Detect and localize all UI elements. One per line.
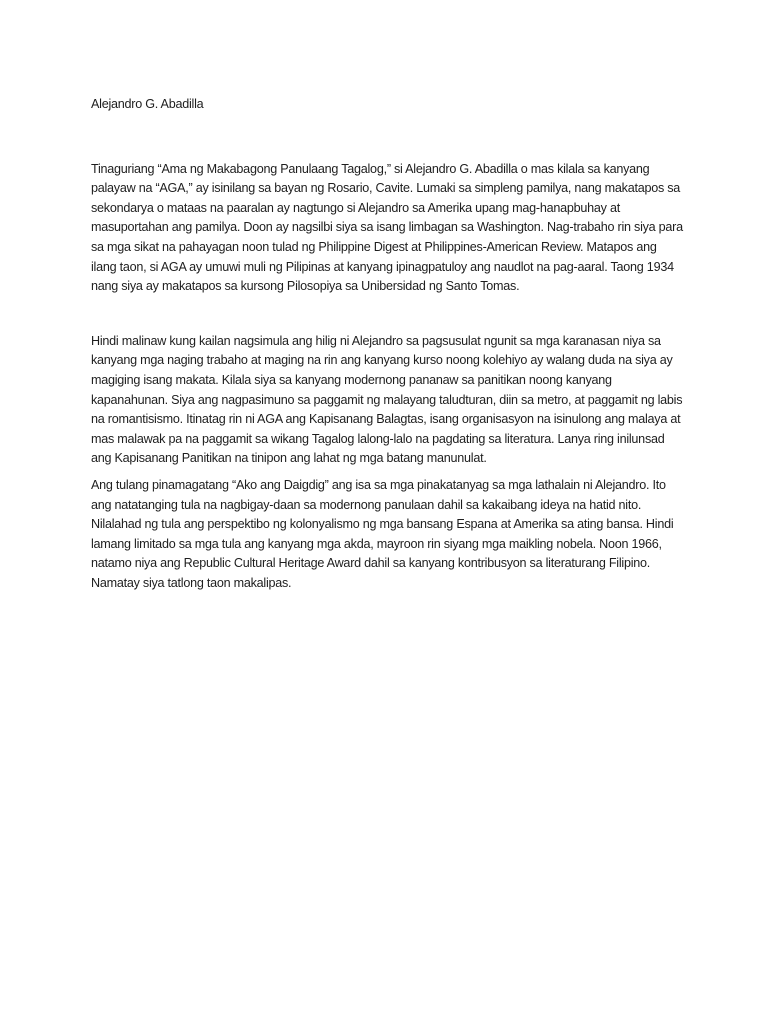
paragraph-biography-intro: Tinaguriang “Ama ng Makabagong Panulaang Tagalog,” si Alejandro G. Abadilla o mas kilala sa kanyang palayaw na “AGA,” ay isinilang sa bayan ng Rosario, Cavite. Lumaki sa simpleng pamilya, nang makatapos sa sekondarya o mataas na paaralan ay nagtungo si Alejandro sa Amerika upang mag-hanapbuhay at masuportahan ang pamilya. Doon ay nagsilbi siya sa isang limbagan sa Washington. Nag-trabaho rin siya para sa mga sikat na pahayagan noon tulad ng Philippine Digest at Philippines-American Review. Matapos ang ilang taon, si AGA ay umuwi muli ng Pilipinas at kanyang ipinagpatuloy ang naudlot na pag-aaral. Taong 1934 nang siya ay makatapos sa kursong Pilosopiya sa Unibersidad ng Santo Tomas. bbox=[91, 161, 683, 294]
paragraph-writing-career: Hindi malinaw kung kailan nagsimula ang hilig ni Alejandro sa pagsusulat ngunit sa mga karanasan niya sa kanyang mga naging trabaho at maging na rin ang kanyang kurso noong kolehiyo ay walang duda na siya ay magiging isang makata. Kilala siya sa kanyang modernong pananaw sa panitikan noong kanyang kapanahunan. Siya ang nagpasimuno sa paggamit ng malayang taludturan, diin sa metro, at paggamit ng labis na romantisismo. Itinatag rin ni AGA ang Kapisanang Balagtas, isang organisasyon na isinulong ang malaya at mas malawak pa na paggamit sa wikang Tagalog lalong-lalo na pagdating sa literatura. Lanya ring inilunsad ang Kapisanang Panitikan na tinipon ang lahat ng mga batang manunulat. bbox=[91, 333, 683, 466]
paragraph-ako-ang-daigdig: Ang tulang pinamagatang “Ako ang Daigdig” ang isa sa mga pinakatanyag sa mga lathalain ni Alejandro. Ito ang natatanging tula na nagbigay-daan sa modernong panulaan dahil sa kakaibang ideya na hatid nito. Nilalahad ng tula ang perspektibo ng kolonyalismo ng mga bansang Espana at Amerika sa ating bansa. Hindi lamang limitado sa mga tula ang kanyang mga akda, mayroon rin siyang mga maikling nobela. Noon 1966, natamo niya ang Republic Cultural Heritage Award dahil sa kanyang kontribusyon sa literaturang Filipino. Namatay siya tatlong taon makalipas. bbox=[91, 477, 674, 590]
document-title: Alejandro G. Abadilla bbox=[91, 97, 204, 111]
paragraph-spacer bbox=[91, 469, 685, 476]
paragraph-spacer bbox=[91, 297, 685, 332]
document-body bbox=[91, 95, 685, 593]
